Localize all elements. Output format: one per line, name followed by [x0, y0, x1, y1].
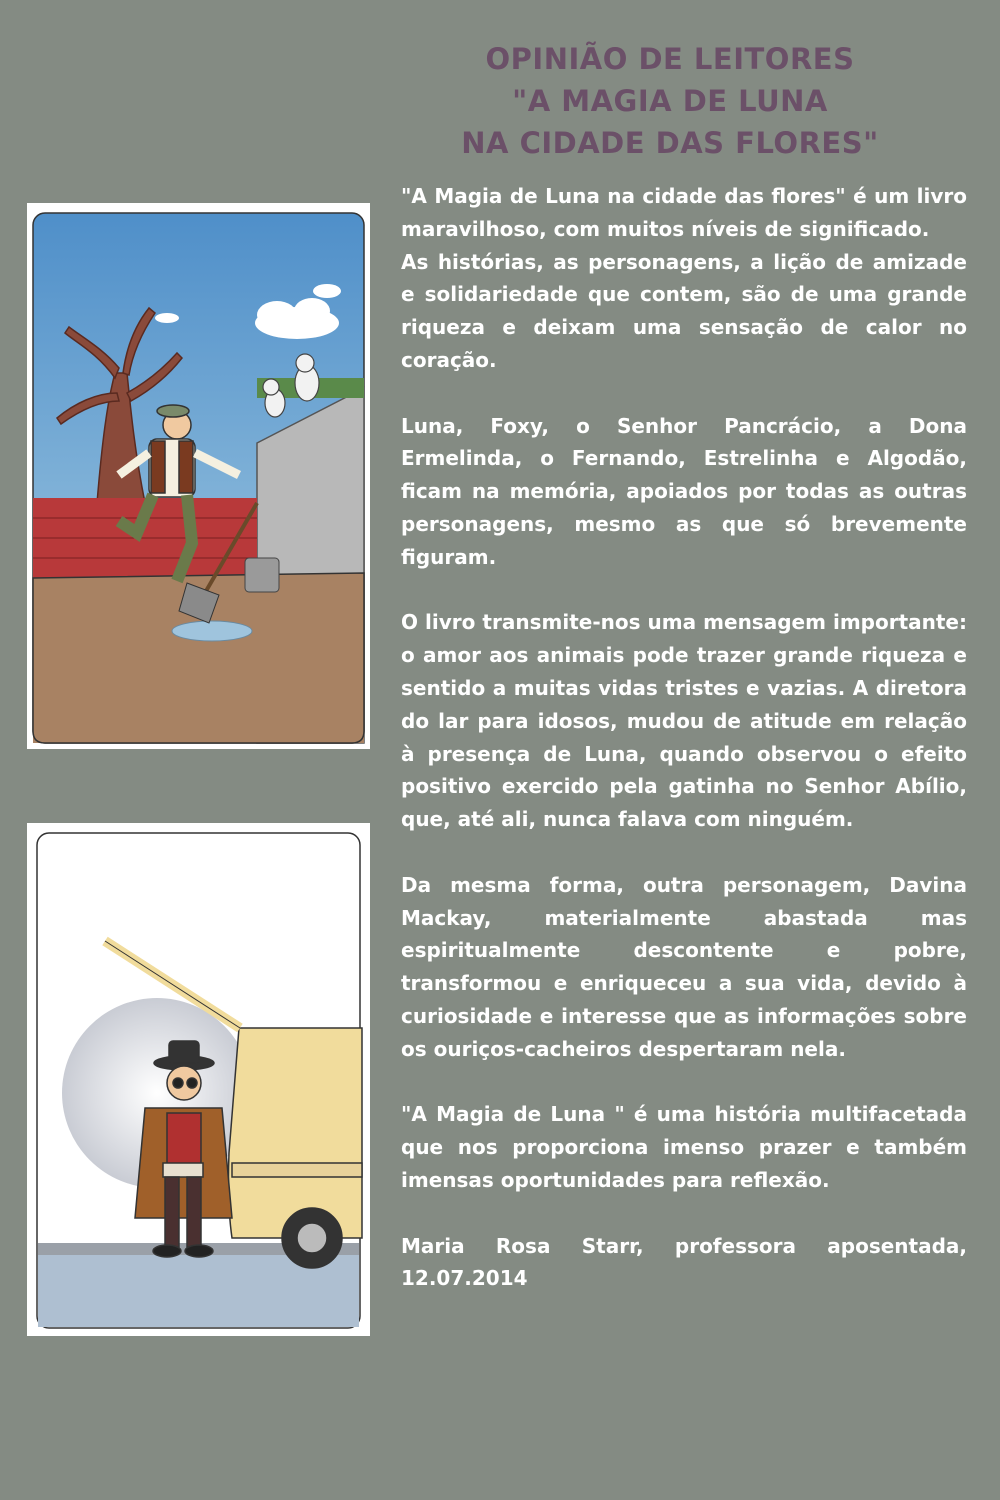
paragraph-davina: Da mesma forma, outra personagem, Davina Mackay, materialmente abastada mas espiritualmente descontente e pobre, transformou e enriqueceu a sua vida, devido à curiosidade e interesse que as informações sobre os ouriços-cacheiros despertaram nela.: [401, 872, 967, 1061]
title-line-3: NA CIDADE DAS FLORES": [461, 126, 879, 160]
spacer: [401, 574, 967, 607]
signature: Maria Rosa Starr, professora aposentada, 12.07.2014: [401, 1233, 967, 1291]
spacer: [401, 836, 967, 869]
title-line-2: "A MAGIA DE LUNA: [512, 84, 828, 118]
paragraph-stories: As histórias, as personagens, a lição de amizade e solidariedade que contem, são de uma grande riqueza e deixam uma sensação de calor no coração.: [401, 249, 967, 372]
spacer: [401, 1066, 967, 1099]
paragraph-intro: "A Magia de Luna na cidade das flores" é um livro maravilhoso, com muitos níveis de significado.: [401, 184, 967, 241]
review-text: [401, 180, 967, 1295]
page-title: [370, 38, 970, 164]
illustration-man-by-van: [27, 823, 370, 1336]
illustration-man-with-shovel: [27, 203, 370, 749]
paragraph-message: O livro transmite-nos uma mensagem importante: o amor aos animais pode trazer grande riqueza e sentido a muitas vidas tristes e vazias. A diretora do lar para idosos, mudou de atitude em relação à presença de Luna, quando observou o efeito positivo exercido pela gatinha no Senhor Abílio, que, até ali, nunca falava com ninguém.: [401, 610, 967, 832]
paragraph-characters: Luna, Foxy, o Senhor Pancrácio, a Dona Ermelinda, o Fernando, Estrelinha e Algodão, ficam na memória, apoiados por todas as outras personagens, mesmo as que só brevemente figuram.: [401, 413, 967, 569]
paragraph-conclusion: "A Magia de Luna " é uma história multifacetada que nos proporciona imenso prazer e também imensas oportunidades para reflexão.: [401, 1102, 967, 1192]
title-line-1: OPINIÃO DE LEITORES: [485, 42, 855, 76]
spacer: [401, 377, 967, 410]
spacer: [401, 1197, 967, 1230]
